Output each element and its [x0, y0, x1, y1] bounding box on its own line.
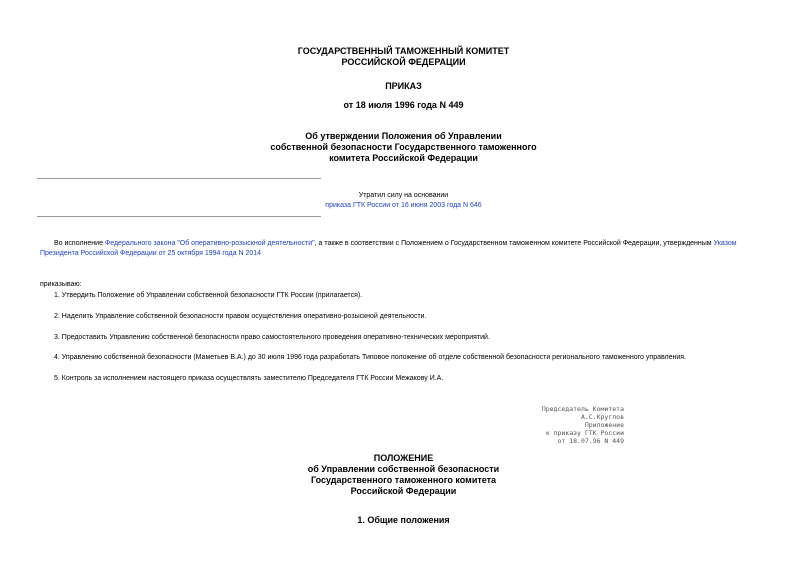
- order-item-1: 1. Утвердить Положение об Управлении собственной безопасности ГТК России (прилагается).: [54, 292, 363, 299]
- committee-name-line1: ГОСУДАРСТВЕННЫЙ ТАМОЖЕННЫЙ КОМИТЕТ: [297, 46, 510, 56]
- status-text: Утратил силу на основании: [358, 192, 449, 199]
- federal-law-link[interactable]: Федерального закона "Об оперативно-розыскной деятельности": [104, 240, 315, 247]
- preamble-text-2: , а также в соответствии с Положением о Государственном таможенном комитете Российской Федерации, утвержденным: [314, 240, 714, 247]
- signature-line2: А.С.Круглов: [580, 413, 624, 421]
- order-item-2: 2. Наделить Управление собственной безопасности правом осуществления оперативно-розыскной деятельности.: [54, 313, 427, 320]
- signature-line4: к приказу ГТК России: [545, 429, 624, 437]
- document-subject-line1: Об утверждении Положения об Управлении: [305, 131, 502, 141]
- order-item-4: 4. Управлению собственной безопасности (Маметьев В.А.) до 30 июля 1996 года разработать Типовое положение об отделе собственной безопасности регионального таможенного управления.: [54, 354, 687, 361]
- regulation-subtitle-line1: об Управлении собственной безопасности: [307, 464, 500, 474]
- status-link[interactable]: приказа ГТК России от 16 июня 2003 года N 646: [325, 202, 482, 209]
- regulation-subtitle-line3: Российской Федерации: [350, 486, 457, 496]
- document-date-number: от 18 июля 1996 года N 449: [343, 100, 464, 110]
- order-item-3: 3. Предоставить Управлению собственной безопасности право самостоятельного проведения оперативно-технических мероприятий.: [54, 334, 490, 341]
- divider-top: [37, 178, 321, 179]
- regulation-title: ПОЛОЖЕНИЕ: [373, 453, 434, 463]
- section-heading-1: 1. Общие положения: [357, 515, 450, 525]
- preamble-text-1: Во исполнение: [54, 240, 105, 247]
- committee-name-line2: РОССИЙСКОЙ ФЕДЕРАЦИИ: [341, 57, 466, 67]
- decree-link-part2[interactable]: Президента Российской Федерации от 25 октября 1994 года N 2014: [40, 250, 262, 257]
- order-item-5: 5. Контроль за исполнением настоящего приказа осуществлять заместителю Председателя ГТК России Межакову И.А.: [54, 375, 444, 382]
- divider-bottom: [37, 216, 321, 217]
- orders-intro: приказываю:: [40, 281, 82, 288]
- signature-line5: от 18.07.96 N 449: [557, 437, 624, 445]
- document-type: ПРИКАЗ: [385, 81, 422, 91]
- preamble-paragraph: [40, 239, 770, 259]
- signature-line3: Приложение: [584, 421, 624, 429]
- regulation-subtitle-line2: Государственного таможенного комитета: [310, 475, 497, 485]
- document-subject-line2: собственной безопасности Государственного таможенного: [270, 142, 537, 152]
- signature-line1: Председатель Комитета: [541, 405, 624, 413]
- decree-link-part1[interactable]: Указом: [713, 240, 737, 247]
- document-subject-line3: комитета Российской Федерации: [329, 153, 478, 163]
